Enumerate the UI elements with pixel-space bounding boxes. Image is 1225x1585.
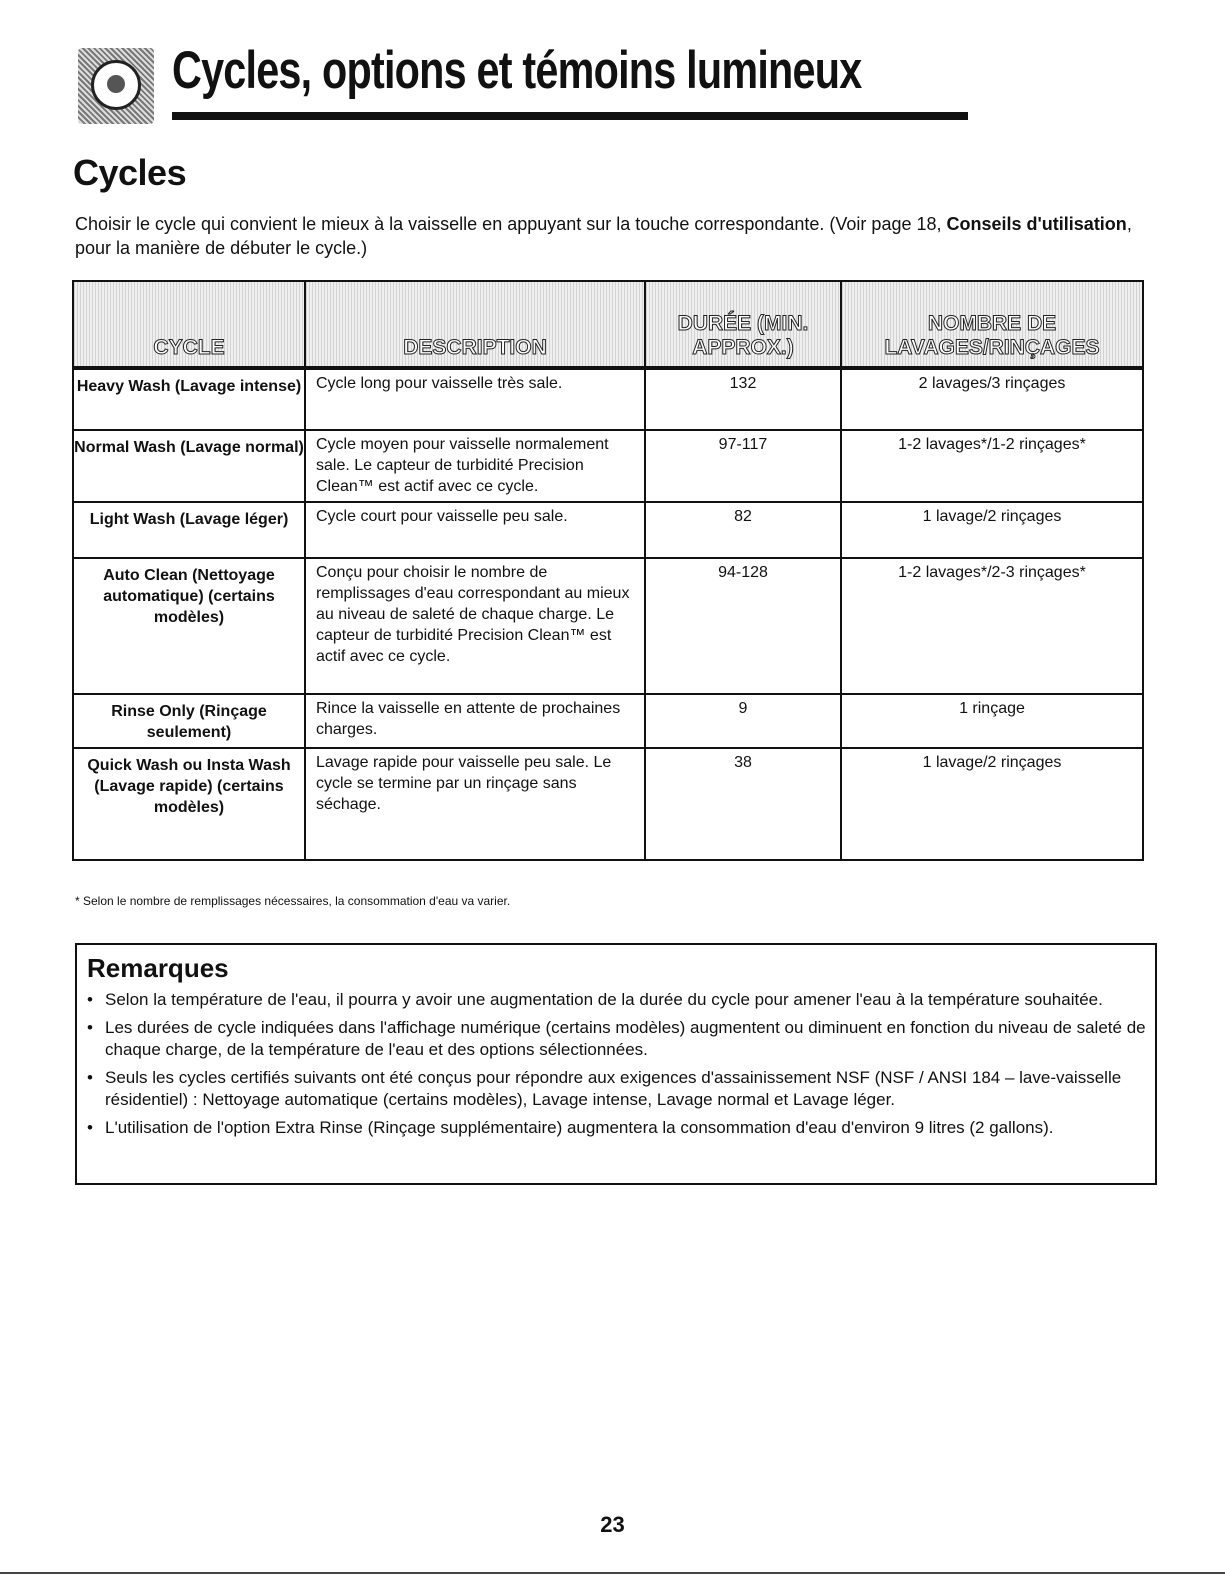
header-cycle: CYCLE <box>73 281 305 368</box>
cycle-name: Quick Wash ou Insta Wash (Lavage rapide) (certains modèles) <box>73 748 305 860</box>
remark-text: L'utilisation de l'option Extra Rinse (Rinçage supplémentaire) augmentera la consommation d'eau d'environ 9 litres (2 gallons). <box>105 1118 1054 1137</box>
cycle-count: 2 lavages/3 rinçages <box>841 368 1143 430</box>
cycle-duration: 94-128 <box>645 558 841 694</box>
list-item: • Seuls les cycles certifiés suivants ont été conçus pour répondre aux exigences d'assainissement NSF (NSF / ANSI 184 – lave-vaisselle résidentiel) : Nettoyage automatique (certains modèles), Lavage intense, Lavage normal et Lavage léger. <box>87 1068 1122 1109</box>
cycle-description: Lavage rapide pour vaisselle peu sale. Le cycle se termine par un rinçage sans séchage. <box>305 748 645 860</box>
cycle-duration: 38 <box>645 748 841 860</box>
cycle-name: Rinse Only (Rinçage seulement) <box>73 694 305 748</box>
page-number: 23 <box>600 1512 625 1537</box>
cycle-name: Auto Clean (Nettoyage automatique) (certains modèles) <box>73 558 305 694</box>
list-item: • Les durées de cycle indiquées dans l'affichage numérique (certains modèles) augmentent ou diminuent en fonction du niveau de saleté de chaque charge, de la température de l'eau et des options sélectionnées. <box>87 1018 1146 1059</box>
section-title: Cycles <box>73 152 187 193</box>
table-row <box>73 368 1143 430</box>
cycle-description: Cycle court pour vaisselle peu sale. <box>305 502 645 558</box>
header-duration: DURÉE (MIN. APPROX.) <box>645 281 841 368</box>
cycle-name: Light Wash (Lavage léger) <box>73 502 305 558</box>
cycle-description: Rince la vaisselle en attente de prochaines charges. <box>305 694 645 748</box>
page-header <box>78 40 968 125</box>
cycle-duration: 97-117 <box>645 430 841 502</box>
intro-link-text: Conseils d'utilisation <box>946 214 1127 234</box>
cycles-table <box>72 280 1144 861</box>
cycle-name: Heavy Wash (Lavage intense) <box>73 368 305 430</box>
cycle-count: 1 lavage/2 rinçages <box>841 748 1143 860</box>
bottom-divider <box>0 1572 1225 1574</box>
cycle-name: Normal Wash (Lavage normal) <box>73 430 305 502</box>
footnote: * Selon le nombre de remplissages nécessaires, la consommation d'eau va varier. <box>75 894 511 908</box>
page-title: Cycles, options et témoins lumineux <box>172 41 862 100</box>
remark-text: Seuls les cycles certifiés suivants ont été conçus pour répondre aux exigences d'assainissement NSF (NSF / ANSI 184 – lave-vaisselle résidentiel) : Nettoyage automatique (certains modèles), Lavage intense, Lavage normal et Lavage léger. <box>105 1068 1122 1109</box>
cycle-count: 1-2 lavages*/2-3 rinçages* <box>841 558 1143 694</box>
remarks-title: Remarques <box>87 953 229 983</box>
cycle-duration: 82 <box>645 502 841 558</box>
cycle-count: 1-2 lavages*/1-2 rinçages* <box>841 430 1143 502</box>
title-underline <box>172 112 968 120</box>
table-row <box>73 430 1143 502</box>
remarks-box <box>75 943 1157 1185</box>
list-item: • L'utilisation de l'option Extra Rinse (Rinçage supplémentaire) augmentera la consommation d'eau d'environ 9 litres (2 gallons). <box>87 1118 1054 1137</box>
cycle-description: Cycle long pour vaisselle très sale. <box>305 368 645 430</box>
cycle-count: 1 lavage/2 rinçages <box>841 502 1143 558</box>
cycle-duration: 9 <box>645 694 841 748</box>
intro-text-end: , pour la manière de débuter le cycle.) <box>75 214 1132 258</box>
list-item: • Selon la température de l'eau, il pourra y avoir une augmentation de la durée du cycle pour amener l'eau à la température souhaitée. <box>87 990 1103 1009</box>
intro-paragraph <box>75 212 1135 260</box>
table-row <box>73 558 1143 694</box>
header-wash-rinse-count: NOMBRE DE LAVAGES/RINÇAGES <box>841 281 1143 368</box>
cycle-description: Cycle moyen pour vaisselle normalement sale. Le capteur de turbidité Precision Clean™ est actif avec ce cycle. <box>305 430 645 502</box>
cycle-description: Conçu pour choisir le nombre de remplissages d'eau correspondant au mieux au niveau de saleté de chaque charge. Le capteur de turbidité Precision Clean™ est actif avec ce cycle. <box>305 558 645 694</box>
cycle-count: 1 rinçage <box>841 694 1143 748</box>
table-row <box>73 502 1143 558</box>
table-row <box>73 748 1143 860</box>
table-row <box>73 694 1143 748</box>
table-header-row <box>73 281 1143 368</box>
dishwasher-disc-icon <box>78 48 154 124</box>
remarks-list <box>87 989 1147 1145</box>
cycle-duration: 132 <box>645 368 841 430</box>
intro-text-start: Choisir le cycle qui convient le mieux à la vaisselle en appuyant sur la touche correspondante. (Voir page 18, <box>75 214 947 234</box>
remark-text: Les durées de cycle indiquées dans l'affichage numérique (certains modèles) augmentent ou diminuent en fonction du niveau de saleté de chaque charge, de la température de l'eau et des options sélectionnées. <box>105 1018 1146 1059</box>
header-description: DESCRIPTION <box>305 281 645 368</box>
remark-text: Selon la température de l'eau, il pourra y avoir une augmentation de la durée du cycle pour amener l'eau à la température souhaitée. <box>105 990 1103 1009</box>
